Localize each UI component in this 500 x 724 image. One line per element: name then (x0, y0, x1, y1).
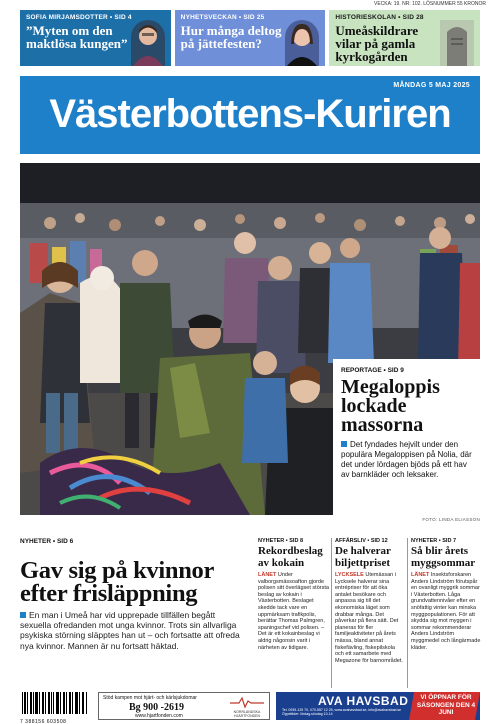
column-body-text: Insektsforskaren Anders Lindström förutspår en ovanligt myggrik sommar i Västerbotten. Låga grundvattennivåer efter en snöfattig vinter kan minska myggpopulationen. För att skydda sig mot myggen i sommar rekommenderar Anders Lindström myggmedel och långärmade kläder. (411, 572, 481, 651)
column-kicker: NYHETER • SID 7 (411, 538, 457, 544)
store-info: Tel. 0935-125 70, 070-557 12 25, www.avahavsbad.se, info@avahavsbad.se Öppettider: lördag-söndag 10-14 (282, 708, 402, 716)
teaser-kicker: HISTORIESKOLAN • SID 28 (335, 14, 424, 21)
donation-line: Stöd kampen mot hjärt- och kärlsjukdomar (103, 695, 197, 701)
issue-date: MÅNDAG 5 MAJ 2025 (393, 82, 470, 89)
barcode-icon (20, 692, 90, 714)
column-body (258, 572, 329, 651)
news-column-3[interactable] (407, 538, 481, 688)
column-kicker: AFFÄRSLIV • SID 12 (335, 538, 388, 544)
column-headline: Rekordbeslag av kokain (258, 545, 323, 569)
teaser-3[interactable] (329, 10, 480, 66)
main-news-headline: Gav sig på kvinnor efter frisläppning (20, 557, 214, 607)
masthead (20, 76, 480, 154)
heartbeat-icon (229, 695, 265, 709)
photo-credit: FOTO: LINDA ELIASSON (422, 517, 480, 522)
bottom-ad-row (20, 692, 480, 724)
store-ad[interactable] (276, 692, 480, 720)
reportage-headline: Megaloppis lockade massorna (341, 376, 440, 436)
teaser-kicker: NYHETSVECKAN • SID 25 (180, 14, 265, 21)
column-headline: Så blir årets myggsommar (411, 545, 476, 569)
news-column-1[interactable] (255, 538, 329, 688)
barcode-number: 7 388156 603508 (20, 719, 67, 724)
heart-fund-logo (229, 695, 265, 719)
teaser-headline: ”Myten om den maktlösa kungen” (26, 23, 128, 51)
reportage-teaser[interactable] (333, 359, 480, 515)
donation-number: Bg 900 -2619 (129, 702, 184, 713)
logo-text: NORRLÄNDSKA HJÄRTFONDEN (233, 710, 261, 718)
newspaper-title: Västerbottens-Kuriren (49, 92, 451, 136)
teaser-row (20, 10, 480, 66)
portrait-photo (285, 20, 319, 66)
teaser-headline: Umeåskildrare vilar på gamla kyrkogården (335, 23, 419, 64)
main-news-article[interactable] (20, 538, 248, 651)
column-headline: De halverar biljettpriset (335, 545, 391, 569)
column-body (411, 572, 481, 651)
edition-info: VECKA: 19. NR: 102. LÖSNUMMER 55 KRONOR (374, 1, 486, 7)
main-news-body (20, 610, 248, 651)
teaser-1[interactable] (20, 10, 171, 66)
teaser-kicker: SOFIA MIRJAMSDOTTER • SID 4 (26, 14, 132, 21)
main-news-kicker: NYHETER • SID 6 (20, 538, 74, 545)
donation-site: www.hjartfonden.com (135, 713, 183, 719)
column-body-text: Utemässan i Lycksele halverar sina entrépriser för att öka antalet besökare och anpassa sig till det ekonomiska läget som drabbar många. Det påverkar på flera sätt. Det planeras för fler familjeaktiviteter på årets mässa, bland annat fiskefävling, fiskepilskola och ett samarbete med Megazone för barnområdet. (335, 572, 403, 664)
news-column-2[interactable] (331, 538, 405, 688)
opening-text: VI ÖPPNAR FÖR SÄSONGEN DEN 4 JUNI (416, 694, 476, 716)
reportage-body (341, 440, 472, 480)
column-lead: LÄNET (258, 572, 277, 578)
column-lead: LYCKSELE (335, 572, 364, 578)
teaser-2[interactable] (175, 10, 326, 66)
column-body (335, 572, 405, 664)
bullet-square-icon (341, 441, 347, 447)
main-news-body-text: En man i Umeå har vid upprepade tillfällen begått sexuella ofredanden mot unga kvinnor. Trots sin allvarliga psykiska störning släpptes han ut – och fortsatte att ofreda nya kvinnor. Mannen är nu fortsatt häktad. (20, 610, 240, 651)
reportage-body-text: Det fyndades hejvilt under den populära Megaloppisen på Nolia, där det under lördagen bjöds på ett hav av barnkläder och leksaker. (341, 440, 472, 479)
gravestone-photo (440, 20, 474, 66)
column-body-text: Under valborgsmässoafton gjorde polisen sitt överlägset största beslag av kokain i Västerbotten. Beslaget skedde tack vare en uppmärksam trafikpolis, berättar Thomas Palmgren, spaningschef vid polisen. – Det är ett kokainbeslag vi aldrig någonsin varit i närheten av tidigare. (258, 572, 329, 651)
column-kicker: NYHETER • SID 8 (258, 538, 304, 544)
store-name: AVA HAVSBAD (318, 694, 409, 708)
reportage-kicker: REPORTAGE • SID 9 (341, 367, 404, 374)
portrait-photo (131, 20, 165, 66)
teaser-headline: Hur många deltog på jättefesten? (180, 23, 282, 51)
barcode (20, 692, 90, 724)
bullet-square-icon (20, 612, 26, 618)
column-lead: LÄNET (411, 572, 430, 578)
donation-ad[interactable] (98, 692, 270, 720)
